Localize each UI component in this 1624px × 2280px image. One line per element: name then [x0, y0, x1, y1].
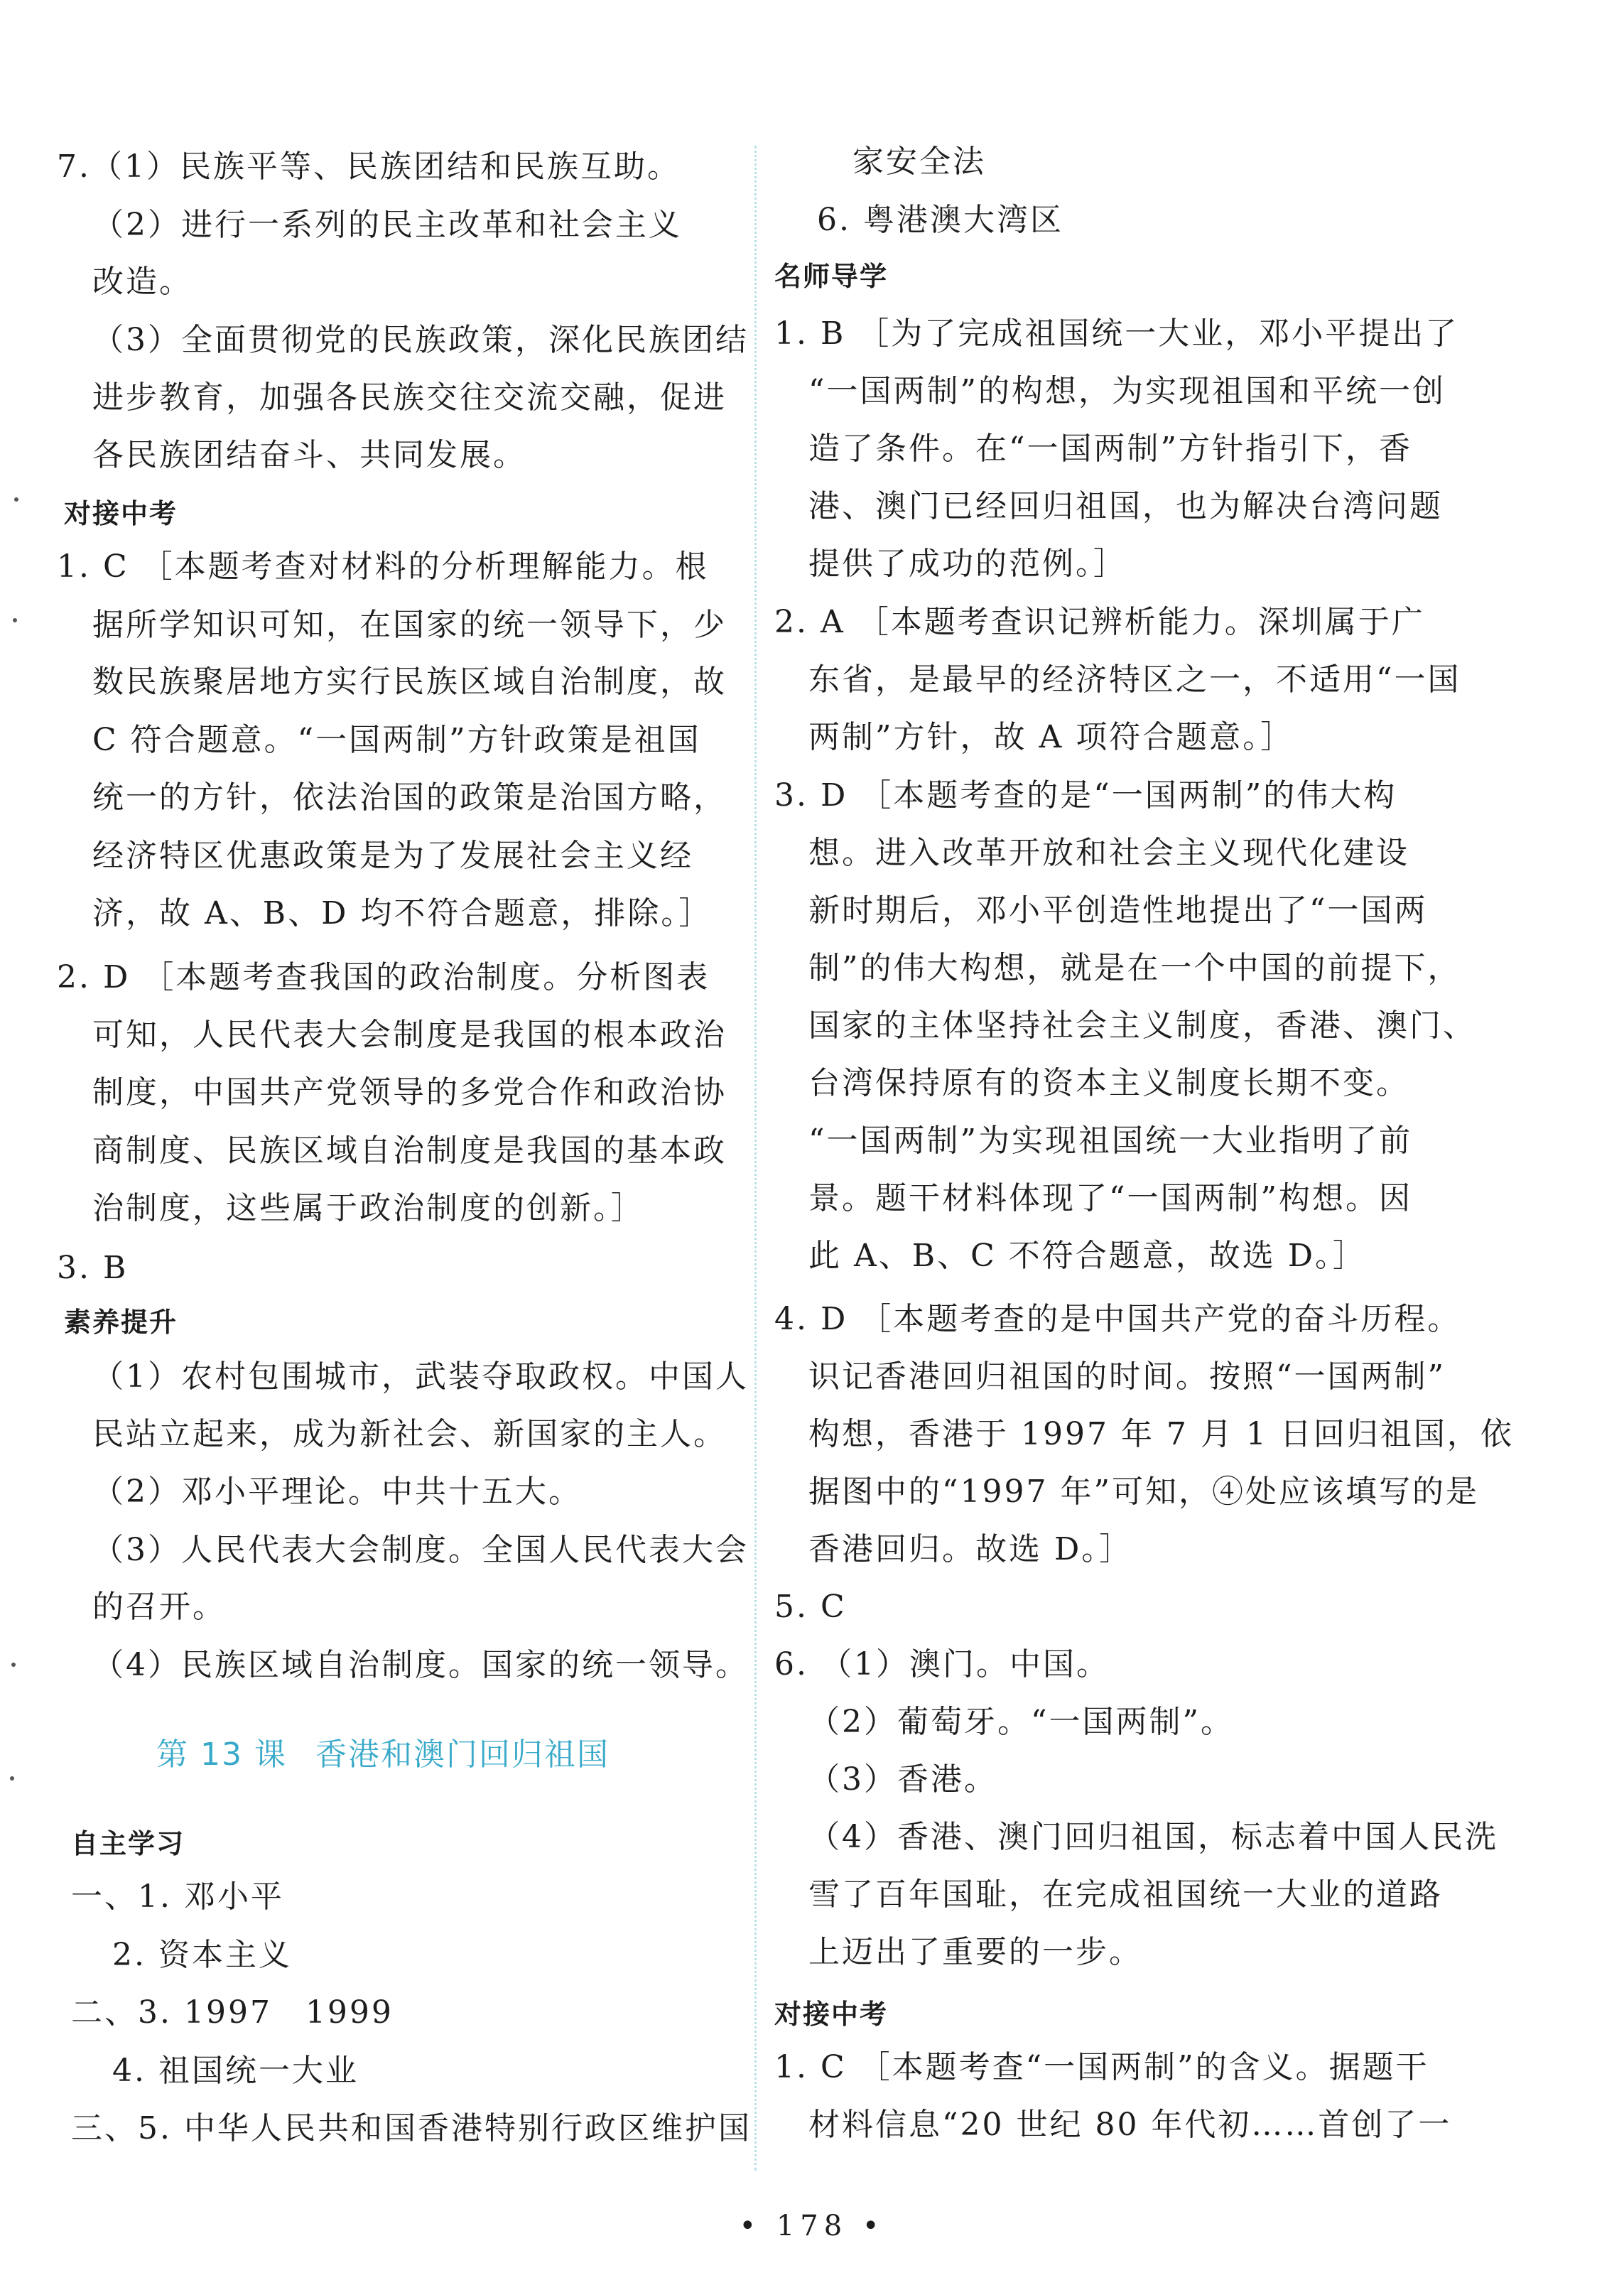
zizhu-line-1: 一、1. 邓小平 [71, 1879, 284, 1915]
guide-3-line-2: 想。进入改革开放和社会主义现代化建设 [808, 835, 1409, 871]
guide-4-line-3: 构想，香港于 1997 年 7 月 1 日回归祖国，依 [808, 1416, 1514, 1452]
answer-1-line-1: 1. C ［本题考查对材料的分析理解能力。根 [57, 549, 709, 585]
guide-6-line-5: 雪了百年国耻，在完成祖国统一大业的道路 [808, 1876, 1443, 1913]
suyang-line-2: 民站立起来，成为新社会、新国家的主人。 [92, 1416, 727, 1452]
guide-1-line-5: 提供了成功的范例。］ [808, 546, 1127, 582]
answer-7-line-6: 各民族团结奋斗、共同发展。 [92, 437, 526, 473]
chapter-number: 第 13 课 [156, 1736, 287, 1773]
answer-1-line-5: 统一的方针，依法治国的政策是治国方略， [92, 779, 727, 816]
guide-4-line-1: 4. D ［本题考查的是中国共产党的奋斗历程。 [774, 1301, 1461, 1337]
answer-3: 3. B [57, 1250, 129, 1286]
guide-3-line-8: 景。题干材料体现了“一国两制”构想。因 [808, 1180, 1412, 1216]
section-heading-mingshi: 名师导学 [774, 261, 889, 292]
answer-1-line-2: 据所学知识可知，在国家的统一领导下，少 [92, 607, 727, 643]
suyang-line-4: （3）人民代表大会制度。全国人民代表大会 [92, 1532, 749, 1568]
section-heading-duijie: 对接中考 [64, 498, 178, 529]
scan-mark [14, 497, 18, 502]
guide-2-line-2: 东省，是最早的经济特区之一，不适用“一国 [808, 661, 1461, 698]
guide-3-line-5: 国家的主体坚持社会主义制度，香港、澳门、 [808, 1007, 1476, 1044]
guide-2-line-3: 两制”方针，故 A 项符合题意。］ [808, 719, 1294, 755]
zizhu-line-3: 二、3. 1997 1999 [71, 1994, 394, 2031]
continued-line-2: 6. 粤港澳大湾区 [817, 202, 1063, 238]
section-heading-zizhu: 自主学习 [71, 1828, 185, 1859]
guide-3-line-4: 制”的伟大构想，就是在一个中国的前提下， [808, 950, 1461, 986]
exam-1-line-2: 材料信息“20 世纪 80 年代初……首创了一 [808, 2107, 1452, 2143]
guide-1-line-4: 港、澳门已经回归祖国，也为解决台湾问题 [808, 488, 1443, 524]
guide-6-line-1: 6. （1）澳门。中国。 [774, 1646, 1110, 1682]
guide-6-line-3: （3）香港。 [808, 1761, 997, 1798]
answer-2-line-1: 2. D ［本题考查我国的政治制度。分析图表 [57, 959, 710, 995]
suyang-line-3: （2）邓小平理论。中共十五大。 [92, 1474, 582, 1510]
page-number: • 178 • [739, 2210, 885, 2242]
zizhu-line-2: 2. 资本主义 [112, 1937, 292, 1973]
guide-3-line-6: 台湾保持原有的资本主义制度长期不变。 [808, 1065, 1409, 1101]
answer-7-line-2: （2）进行一系列的民主改革和社会主义 [92, 207, 682, 243]
suyang-line-6: （4）民族区域自治制度。国家的统一领导。 [92, 1647, 749, 1683]
answer-2-line-4: 商制度、民族区域自治制度是我国的基本政 [92, 1133, 727, 1169]
answer-1-line-4: C 符合题意。“一国两制”方针政策是祖国 [92, 722, 701, 758]
answer-2-line-5: 治制度，这些属于政治制度的创新。］ [92, 1190, 644, 1226]
answer-1-line-3: 数民族聚居地方实行民族区域自治制度，故 [92, 664, 727, 700]
guide-6-line-2: （2）葡萄牙。“一国两制”。 [808, 1704, 1234, 1740]
section-heading-duijie-2: 对接中考 [774, 1999, 889, 2030]
scan-mark [10, 1776, 14, 1781]
guide-3-line-9: 此 A、B、C 不符合题意，故选 D。］ [808, 1238, 1367, 1274]
answer-7-line-1: 7.（1）民族平等、民族团结和民族互助。 [57, 148, 681, 185]
guide-3-line-7: “一国两制”为实现祖国统一大业指明了前 [808, 1123, 1412, 1159]
zizhu-line-5: 三、5. 中华人民共和国香港特别行政区维护国 [71, 2110, 752, 2146]
answer-7-line-3: 改造。 [92, 264, 193, 300]
guide-4-line-2: 识记香港回归祖国的时间。按照“一国两制” [808, 1358, 1446, 1395]
suyang-line-5: 的召开。 [92, 1589, 226, 1625]
guide-6-line-4: （4）香港、澳门回归祖国，标志着中国人民洗 [808, 1819, 1498, 1855]
guide-6-line-6: 上迈出了重要的一步。 [808, 1934, 1142, 1970]
guide-1-line-2: “一国两制”的构想，为实现祖国和平统一创 [808, 373, 1446, 409]
continued-line-1: 家安全法 [852, 144, 986, 180]
answer-1-line-7: 济，故 A、B、D 均不符合题意，排除。］ [92, 895, 713, 931]
guide-4-line-4: 据图中的“1997 年”可知，④处应该填写的是 [808, 1474, 1479, 1510]
scan-mark [13, 618, 17, 622]
answer-2-line-2: 可知，人民代表大会制度是我国的根本政治 [92, 1017, 727, 1053]
answer-1-line-6: 经济特区优惠政策是为了发展社会主义经 [92, 838, 693, 874]
guide-3-line-3: 新时期后，邓小平创造性地提出了“一国两 [808, 892, 1428, 929]
zizhu-line-4: 4. 祖国统一大业 [112, 2053, 359, 2089]
guide-2-line-1: 2. A ［本题考查识记辨析能力。深圳属于广 [774, 604, 1425, 640]
answer-7-line-5: 进步教育，加强各民族交往交流交融，促进 [92, 379, 727, 416]
chapter-name: 香港和澳门回归祖国 [315, 1736, 610, 1773]
scan-mark [11, 1663, 16, 1667]
exam-1-line-1: 1. C ［本题考查“一国两制”的含义。据题干 [774, 2049, 1429, 2085]
suyang-line-1: （1）农村包围城市，武装夺取政权。中国人 [92, 1358, 749, 1395]
guide-3-line-1: 3. D ［本题考查的是“一国两制”的伟大构 [774, 777, 1397, 814]
guide-1-line-1: 1. B ［为了完成祖国统一大业，邓小平提出了 [774, 315, 1459, 352]
chapter-title [156, 1734, 638, 1776]
column-divider [754, 146, 757, 2171]
guide-1-line-3: 造了条件。在“一国两制”方针指引下，香 [808, 431, 1412, 467]
guide-4-line-5: 香港回归。故选 D。］ [808, 1531, 1133, 1567]
answer-7-line-4: （3）全面贯彻党的民族政策，深化民族团结 [92, 322, 749, 358]
section-heading-suyang: 素养提升 [64, 1307, 178, 1338]
answer-2-line-3: 制度，中国共产党领导的多党合作和政治协 [92, 1074, 727, 1111]
guide-5: 5. C [774, 1589, 847, 1625]
